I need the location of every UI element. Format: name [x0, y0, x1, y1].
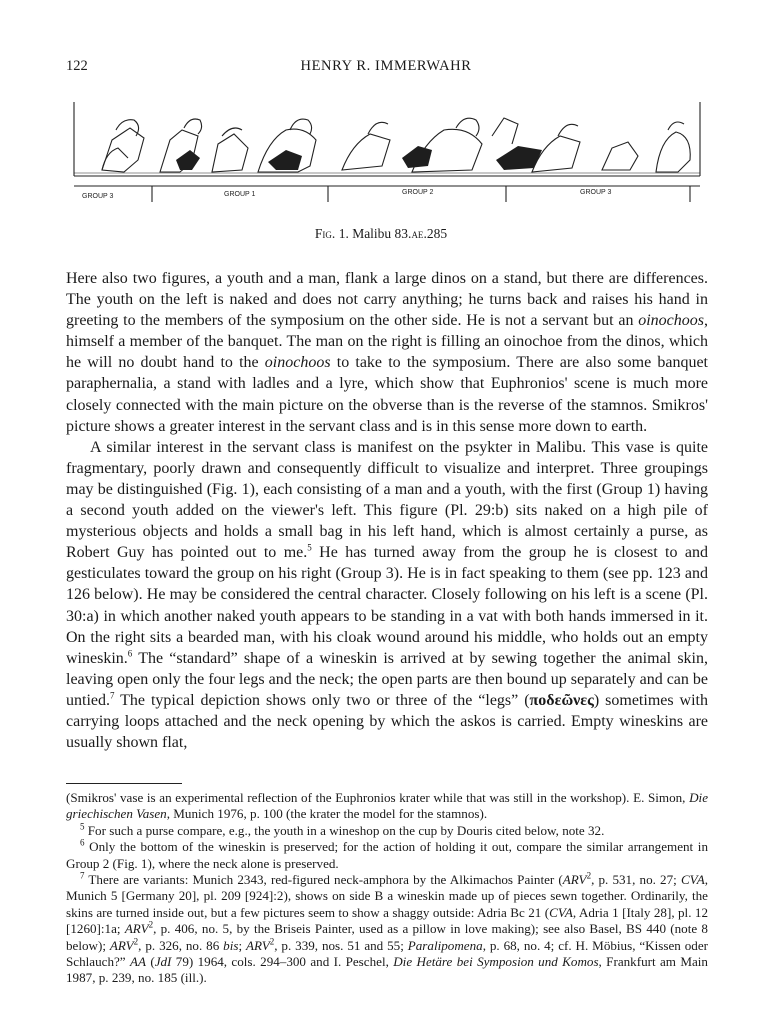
footnote-ref-7: 7	[110, 690, 115, 701]
dark-fragment	[496, 146, 542, 170]
dark-fragment	[268, 150, 302, 170]
dark-fragment	[402, 146, 432, 168]
group-label-1: GROUP 1	[224, 191, 256, 198]
footnote-divider	[66, 783, 182, 784]
footnotes	[66, 790, 708, 987]
group-label-2: GROUP 2	[402, 189, 434, 196]
page-number: 122	[66, 58, 88, 74]
paragraph-2: A similar interest in the servant class is manifest on the psykter in Malibu. This vase is quite fragmentary, poorly drawn and consequently difficult to visualize and interpret. Three groupings may be distinguished (Fig. 1), each consisting of a man and a youth, with the first (Group 1) having a second youth added on the viewer's left. This figure (Pl. 29:b) sits naked on a high pile of mysterious objects and holds a small bag in his left hand, which is almost certainly a purse, as Robert Guy has pointed out to me.$^5$ He has turned away from the group he is closest to and gesticulates toward the group on his right (Group 3). He is in fact speaking to them (see pp. 123 and 126 below). He may be considered the central character. Closely following on his left is a scene (Pl. 30:a) in which another naked youth appears to be standing in a vat with both hands immersed in it. On the right sits a bearded man, with his cloak wound around his middle, who holds out an empty wineskin.$^6$ The “standard” shape of a wineskin is arrived at by sewing together the animal skin, leaving open only the four legs and the neck; the open parts are then bound up separately and can be untied.$^7$ The typical depiction shows only two or three of the “legs” (ποδεῶνες) sometimes with carrying loops attached and the neck opening by which the askos is carried. Empty wineskins are usually shown flat,	[66, 438, 708, 752]
figure-1-drawing	[72, 100, 704, 212]
footnote-6: $^6$ Only the bottom of the wineskin is preserved; for the action of holding it out, compare the similar arrangement in Group 2 (Fig. 1), where the neck alone is preserved.	[66, 837, 708, 871]
figure-group3-left	[102, 128, 144, 172]
dark-fragment	[176, 150, 200, 170]
footnote-5: $^5$ For such a purse compare, e.g., the youth in a wineshop on the cup by Douris cited below, note 32.	[80, 821, 605, 838]
page-header	[66, 58, 706, 78]
paragraph-1: Here also two figures, a youth and a man, flank a large dinos on a stand, but there are differences. The youth on the left is naked and does not carry anything; he turns back and raises his hand in greeting to the members of the symposium on the other side. He is not a servant but an oinochoos, himself a member of the banquet. The man on the right is filling an oinochoe from the dinos, which he will no doubt hand to the oinochoos to take to the symposium. There are also some banquet paraphernalia, a stand with ladles and a lyre, which show that Euphronios' scene is much more closely connected with the main picture on the obverse than is the reverse of the stamnos. Smikros' picture shows a greater interest in the servant class and is in this sense more down to earth.	[66, 270, 708, 435]
vase-frieze-illustration	[72, 100, 704, 212]
footnote-continuation: (Smikros' vase is an experimental reflection of the Euphronios krater while that was still in the workshop). E. Simon, Die griechischen Vasen, Munich 1976, p. 100 (the krater the model for the stamnos).	[66, 790, 708, 822]
figure-caption: Fig. 1. Malibu 83.ae.285	[314, 226, 448, 241]
group-label-3: GROUP 3	[580, 189, 612, 196]
greek-word: ποδεῶνες	[529, 691, 594, 709]
footnote-ref-6: 6	[127, 648, 133, 659]
group-label-left: GROUP 3	[82, 193, 114, 200]
footnote-ref-5: 5	[307, 542, 312, 553]
footnote-7: $^7$ There are variants: Munich 2343, red-figured neck-amphora by the Alkimachos Painter (ARV$^2$, p. 531, no. 27; CVA, Munich 5 [Germany 20], pl. 209 [924]:2), shows on side B a wineskin made up of pieces sewn together. Ordinarily, the skins are turned inside out, but a few pictures seem to show a shaggy outside: Adria Bc 21 (CVA, Adria 1 [Italy 28], pl. 12 [1260]:1a; ARV$^2$, p. 406, no. 5, by the Briseis Painter, used as a pillow in love making); see also Basel, BS 440 (note 8 below); ARV$^2$, p. 326, no. 86 bis; ARV$^2$, p. 339, nos. 51 and 55; Paralipomena, p. 68, no. 4; cf. H. Möbius, “Kissen oder Schlauch?” AA (JdI 79) 1964, cols. 294–300 and I. Peschel, Die Hetäre bei Symposion und Komos, Frankfurt am Main 1987, p. 239, no. 185 (ill.).	[66, 870, 708, 986]
running-head: HENRY R. IMMERWAHR	[300, 58, 472, 74]
main-text	[66, 268, 708, 753]
figure-group2-youth	[342, 134, 390, 170]
figure-group3-man	[656, 132, 690, 172]
